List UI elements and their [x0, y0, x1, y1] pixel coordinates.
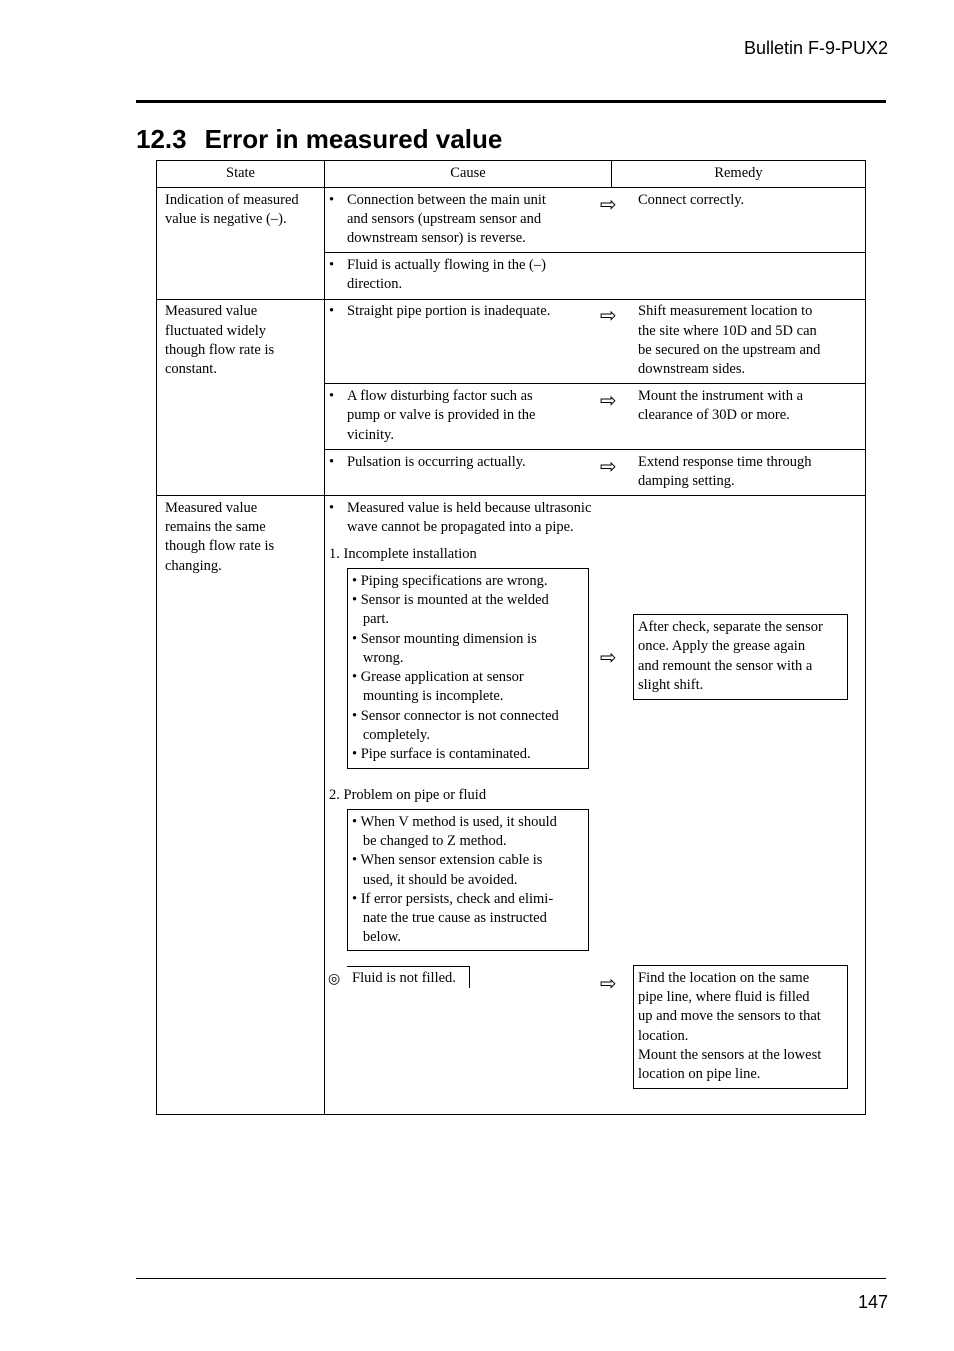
item1-title: 1. Incomplete installation	[329, 546, 477, 562]
bullet-icon: •	[329, 257, 335, 273]
item3-label: Fluid is not filled.	[352, 970, 456, 986]
item2-title: 2. Problem on pipe or fluid	[329, 787, 487, 803]
bulletin-label: Bulletin F-9-PUX2	[743, 38, 888, 58]
cause-line: direction.	[347, 276, 403, 292]
double-circle-icon: ◎	[328, 971, 341, 987]
page-number: 147	[857, 1292, 888, 1312]
row-divider	[156, 299, 866, 300]
right-arrow-icon: ⇨	[600, 645, 617, 669]
item1-box-line: • Sensor is mounted at the welded	[352, 592, 549, 608]
remedy-line: After check, separate the sensor	[638, 619, 823, 635]
item1-box-line: mounting is incomplete.	[352, 688, 504, 704]
section-number: 12.3	[136, 124, 187, 154]
cause-line: Pulsation is occurring actually.	[347, 454, 526, 470]
cause-line: A flow disturbing factor such as	[347, 388, 533, 404]
remedy-line: location on pipe line.	[638, 1066, 761, 1082]
header-remedy: Remedy	[714, 165, 763, 181]
item1-box-line: • Pipe surface is contaminated.	[352, 746, 531, 762]
bullet-icon: •	[329, 500, 335, 516]
remedy-line: damping setting.	[638, 473, 735, 489]
cause-line: Fluid is actually flowing in the (–)	[347, 257, 546, 273]
item3-label-bracket-right	[469, 966, 470, 988]
row-divider	[156, 187, 866, 188]
row-divider	[156, 495, 866, 496]
table-border-top	[156, 160, 866, 161]
item3-label-bracket-top	[347, 966, 470, 967]
remedy-line: and remount the sensor with a	[638, 658, 813, 674]
row-divider	[324, 383, 866, 384]
bullet-icon: •	[329, 454, 335, 470]
right-arrow-icon: ⇨	[600, 388, 617, 412]
item1-box-line: • Sensor connector is not connected	[352, 708, 559, 724]
cause-line: vicinity.	[347, 427, 394, 443]
remedy-line: be secured on the upstream and	[638, 342, 821, 358]
cause-line: Measured value is held because ultrasonic	[347, 500, 592, 516]
state-line: Measured value	[165, 303, 258, 319]
table-border-left	[156, 160, 157, 1115]
remedy-line: Connect correctly.	[638, 192, 745, 208]
remedy-line: clearance of 30D or more.	[638, 407, 790, 423]
state-line: Measured value	[165, 500, 258, 516]
item1-box-line: wrong.	[352, 650, 404, 666]
cause-line: and sensors (upstream sensor and	[347, 211, 542, 227]
state-line: remains the same	[165, 519, 266, 535]
cause-line: downstream sensor) is reverse.	[347, 230, 526, 246]
item1-box-line: • Sensor mounting dimension is	[352, 631, 537, 647]
remedy-line: location.	[638, 1028, 689, 1044]
cause-line: pump or valve is provided in the	[347, 407, 536, 423]
remedy-line: pipe line, where fluid is filled	[638, 989, 810, 1005]
item2-box-line: nate the true cause as instructed	[352, 910, 547, 926]
bullet-icon: •	[329, 388, 335, 404]
state-line: value is negative (–).	[165, 211, 287, 227]
item2-box-line: • If error persists, check and elimi-	[352, 891, 554, 907]
item1-box-line: • Piping specifications are wrong.	[352, 573, 548, 589]
remedy-line: once. Apply the grease again	[638, 638, 806, 654]
item2-box-line: • When V method is used, it should	[352, 814, 557, 830]
remedy-line: up and move the sensors to that	[638, 1008, 821, 1024]
state-line: Indication of measured	[165, 192, 299, 208]
bullet-icon: •	[329, 303, 335, 319]
header-state: State	[226, 165, 255, 181]
state-line: constant.	[165, 361, 217, 377]
remedy-line: downstream sides.	[638, 361, 746, 377]
row-divider	[324, 252, 866, 253]
bullet-icon: •	[329, 192, 335, 208]
state-line: though flow rate is	[165, 342, 275, 358]
table-border-bottom	[156, 1114, 866, 1115]
cause-line: Straight pipe portion is inadequate.	[347, 303, 551, 319]
table-border-right	[865, 160, 866, 1115]
item1-box-line: part.	[352, 611, 390, 627]
state-line: changing.	[165, 558, 222, 574]
row-divider	[324, 449, 866, 450]
state-line: though flow rate is	[165, 538, 275, 554]
right-arrow-icon: ⇨	[600, 303, 617, 327]
remedy-line: Shift measurement location to	[638, 303, 813, 319]
header-cause: Cause	[450, 165, 486, 181]
item2-box-line: below.	[352, 929, 401, 945]
state-line: fluctuated widely	[165, 323, 267, 339]
column-divider	[324, 160, 325, 1115]
right-arrow-icon: ⇨	[600, 454, 617, 478]
remedy-line: Extend response time through	[638, 454, 812, 470]
remedy-line: Mount the sensors at the lowest	[638, 1047, 822, 1063]
cause-line: wave cannot be propagated into a pipe.	[347, 519, 574, 535]
item1-box-line: • Grease application at sensor	[352, 669, 524, 685]
item2-box-line: used, it should be avoided.	[352, 872, 518, 888]
item2-box-line: • When sensor extension cable is	[352, 852, 543, 868]
right-arrow-icon: ⇨	[600, 971, 617, 995]
right-arrow-icon: ⇨	[600, 192, 617, 216]
remedy-line: the site where 10D and 5D can	[638, 323, 817, 339]
item2-box-line: be changed to Z method.	[352, 833, 507, 849]
remedy-line: Find the location on the same	[638, 970, 810, 986]
header-rule	[136, 100, 886, 103]
footer-rule	[136, 1278, 886, 1279]
remedy-line: Mount the instrument with a	[638, 388, 804, 404]
cause-line: Connection between the main unit	[347, 192, 546, 208]
item1-box-line: completely.	[352, 727, 430, 743]
section-heading: Error in measured value	[204, 124, 503, 154]
remedy-line: slight shift.	[638, 677, 704, 693]
section-title	[136, 124, 502, 155]
